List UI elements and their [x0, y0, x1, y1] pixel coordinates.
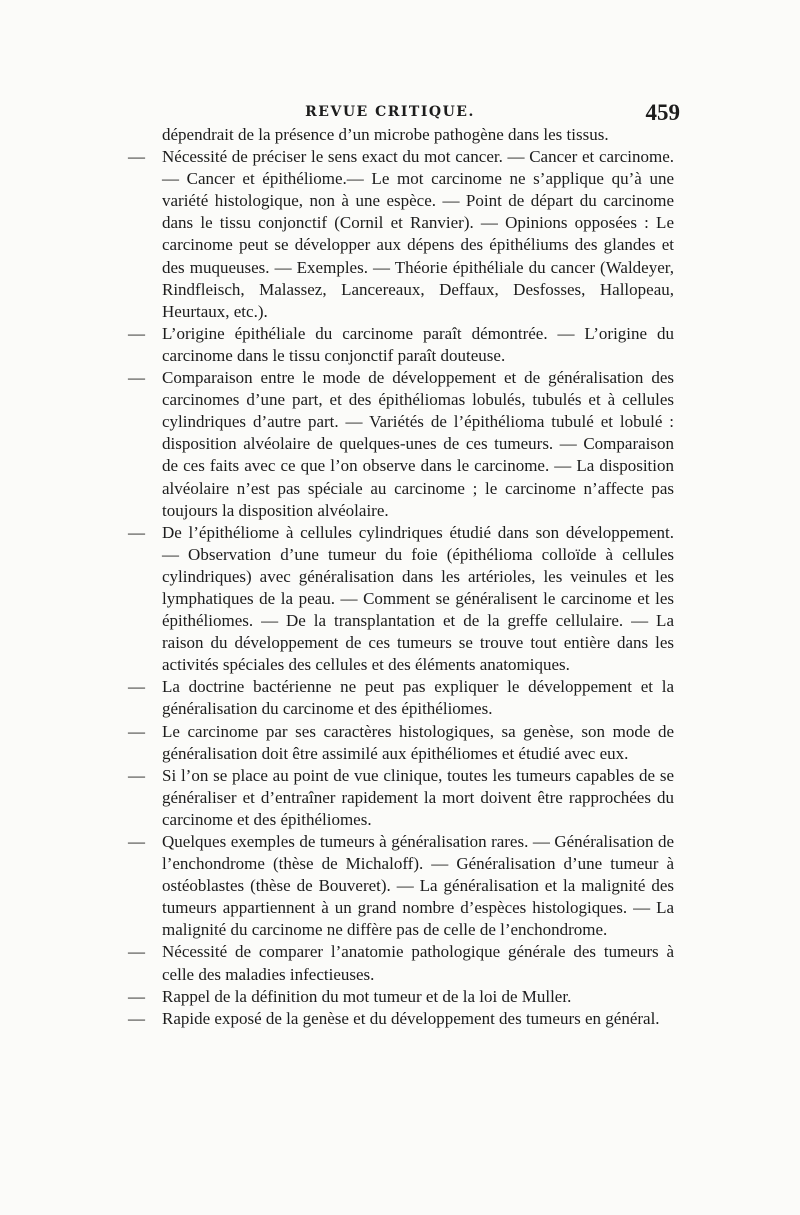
- paragraph-text: Nécessité de préciser le sens exact du mot cancer. — Cancer et carcinome.— Cancer et épithéliome.— Le mot carcinome ne s’applique qu’à une variété histologique, non à une espèce. — Point de départ du carcinome dans le tissu conjonctif (Cornil et Ranvier). — Opinions opposées : Le carcinome peut se développer aux dépens des épithéliums des glandes et des muqueuses. — Exemples. — Théorie épithéliale du cancer (Waldeyer, Rindfleisch, Malassez, Lancereaux, Deffaux, Desfosses, Hallopeau, Heurtaux, etc.).: [162, 147, 674, 321]
- dash: —: [128, 1008, 145, 1028]
- paragraph: [114, 1008, 674, 1030]
- paragraph-text: Rapide exposé de la genèse et du développement des tumeurs en général.: [162, 1008, 660, 1028]
- paragraph-text: Le carcinome par ses caractères histologiques, sa genèse, son mode de généralisation doit être assimilé aux épithéliomes et étudié avec eux.: [162, 721, 674, 763]
- paragraph: [114, 986, 674, 1008]
- paragraph: [114, 522, 674, 677]
- running-head: [120, 100, 680, 124]
- dash: —: [128, 721, 145, 741]
- dash: —: [128, 677, 145, 697]
- dash: —: [128, 942, 145, 962]
- body-text: [114, 124, 674, 1030]
- paragraph: [114, 831, 674, 941]
- paragraph: [114, 124, 674, 146]
- paragraph-text: dépendrait de la présence d’un microbe pathogène dans les tissus.: [162, 125, 609, 144]
- paragraph-text: De l’épithéliome à cellules cylindriques étudié dans son développement. — Observation d’une tumeur du foie (épithélioma colloïde à cellules cylindriques) avec généralisation dans les artérioles, les veinules et les lymphatiques de la peau. — Comment se généralisent le carcinome et les épithéliomes. — De la transplantation et de la greffe cellulaire. — La raison du développement de ces tumeurs se trouve tout entière dans les activités spéciales des cellules et des éléments anatomiques.: [162, 522, 674, 675]
- running-title: REVUE CRITIQUE.: [305, 104, 475, 120]
- dash: —: [128, 368, 145, 388]
- dash: —: [128, 323, 145, 343]
- paragraph: [114, 941, 674, 985]
- paragraph-text: L’origine épithéliale du carcinome paraît démontrée. — L’origine du carcinome dans le tissu conjonctif paraît douteuse.: [162, 323, 674, 365]
- paragraph: [114, 367, 674, 522]
- paragraph: [114, 721, 674, 765]
- paragraph-text: Rappel de la définition du mot tumeur et de la loi de Muller.: [162, 986, 572, 1006]
- paragraph-text: Comparaison entre le mode de développement et de généralisation des carcinomes d’une part, et des épithéliomas lobulés, tubulés et à cellules cylindriques d’autre part. — Variétés de l’épithélioma tubulé et lobulé : disposition alvéolaire de quelques-unes de ces tumeurs. — Comparaison de ces faits avec ce que l’on observe dans le carcinome. — La disposition alvéolaire n’est pas spéciale au carcinome ; le carcinome n’affecte pas toujours la disposition alvéolaire.: [162, 368, 674, 520]
- paragraph-text: Si l’on se place au point de vue clinique, toutes les tumeurs capables de se généraliser et d’entraîner rapidement la mort doivent être rapprochées du carcinome et des épithéliomes.: [162, 765, 674, 829]
- dash: —: [128, 522, 145, 542]
- paragraph-text: Quelques exemples de tumeurs à généralisation rares. — Généralisation de l’enchondrome (thèse de Michaloff). — Généralisation d’une tumeur à ostéoblastes (thèse de Bouveret). — La généralisation et la malignité des tumeurs appartiennent à un grand nombre d’espèces histologiques. — La malignité du carcinome ne diffère pas de celle de l’enchondrome.: [162, 832, 674, 940]
- paragraph-text: La doctrine bactérienne ne peut pas expliquer le développement et la généralisation du carcinome et des épithéliomes.: [162, 677, 674, 719]
- paragraph: [114, 765, 674, 831]
- paragraph: [114, 323, 674, 367]
- paragraph-text: Nécessité de comparer l’anatomie pathologique générale des tumeurs à celle des maladies infectieuses.: [162, 942, 674, 984]
- dash: —: [128, 147, 145, 167]
- paragraph: [114, 146, 674, 323]
- page-number: 459: [645, 100, 680, 125]
- paragraph: [114, 676, 674, 720]
- dash: —: [128, 832, 145, 851]
- dash: —: [128, 986, 145, 1006]
- dash: —: [128, 765, 145, 785]
